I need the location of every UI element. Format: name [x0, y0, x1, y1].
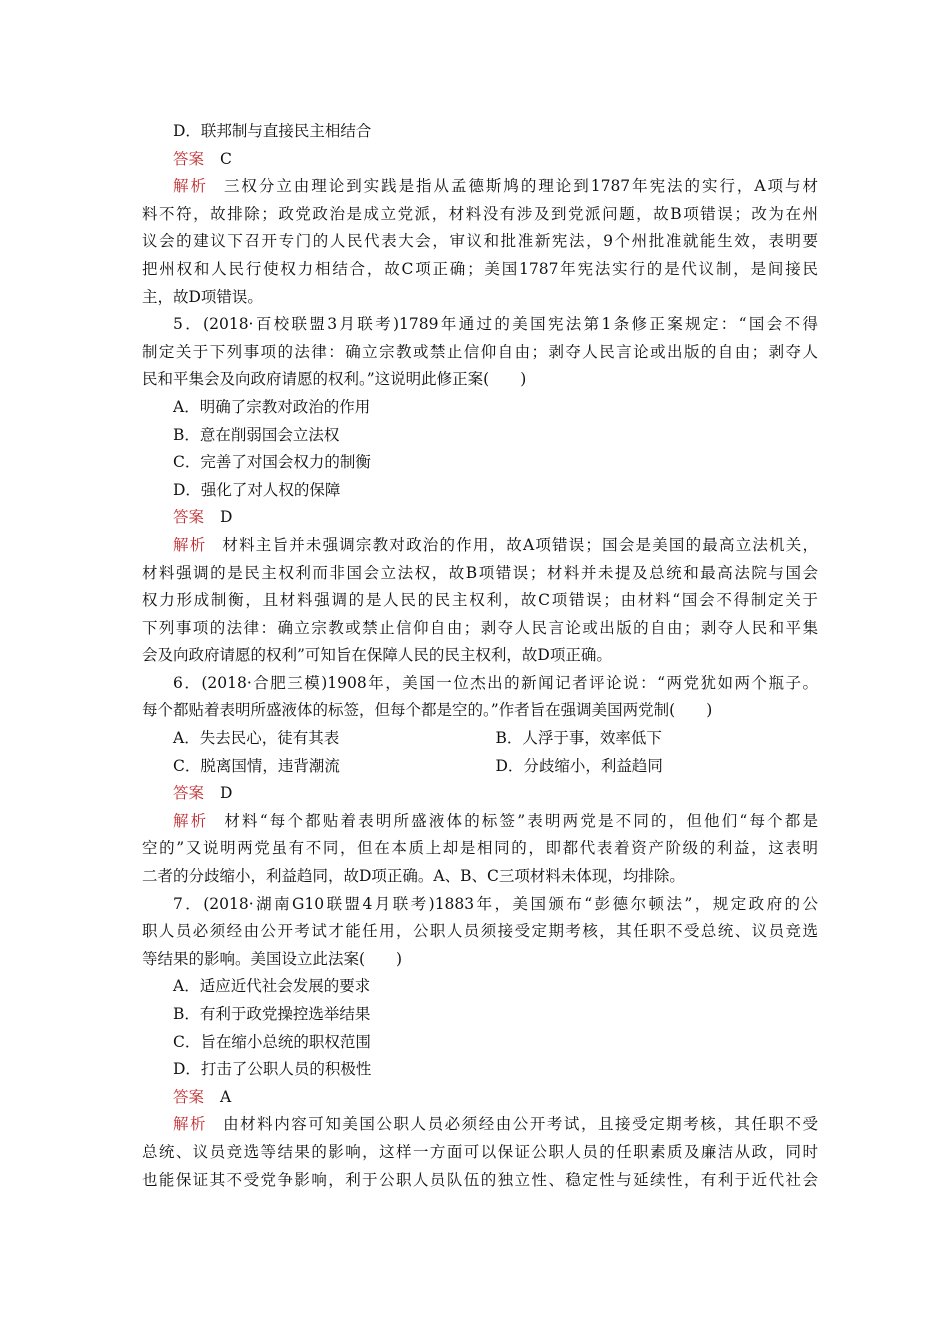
q6-option-c: C．脱离国情，违背潮流 [173, 756, 340, 775]
q5-answer [142, 504, 818, 532]
q4-analysis-line-3: 议会的建议下召开专门的人民代表大会，审议和批准新宪法，9个州批准就能生效，表明要 [142, 232, 818, 251]
q5-option-d: D．强化了对人权的保障 [173, 480, 341, 499]
q7-option-d: D．打击了公职人员的积极性 [173, 1060, 372, 1079]
q5-analysis-line-5: 会及向政府请愿的权利”可知旨在保障人民的民主权利，故D项正确。 [142, 646, 612, 665]
analysis-label: 解析 [173, 811, 209, 830]
q5-analysis-line-4: 下列事项的法律：确立宗教或禁止信仰自由；剥夺人民言论或出版的自由；剥夺人民和平集 [142, 618, 818, 637]
q6-analysis-line-1: 解析 材料“每个都贴着表明所盛液体的标签”表明两党是不同的，但他们“每个都是 [173, 811, 818, 830]
answer-value: D [220, 784, 233, 803]
q6-answer [142, 780, 818, 808]
q5-stem-line-1: 5．(2018·百校联盟3月联考)1789年通过的美国宪法第1条修正案规定：“国会不得 [173, 315, 818, 334]
answer-value: D [220, 508, 233, 527]
answer-label: 答案 [173, 1087, 205, 1106]
q6-stem-line-2: 每个都贴着表明所盛液体的标签，但每个都是空的。”作者旨在强调美国两党制( ) [142, 701, 713, 720]
q6-analysis-line-3: 二者的分歧缩小，利益趋同，故D项正确。A、B、C三项材料未体现，均排除。 [142, 867, 685, 886]
q5-analysis-line-1: 解析 材料主旨并未强调宗教对政治的作用，故A项错误；国会是美国的最高立法机关， [173, 535, 818, 554]
q5-stem-line-3: 民和平集会及向政府请愿的权利。”这说明此修正案( ) [142, 370, 527, 389]
analysis-label: 解析 [173, 177, 208, 196]
q7-option-c: C．旨在缩小总统的职权范围 [173, 1032, 371, 1051]
answer-value: C [220, 149, 232, 168]
q7-stem-line-2: 职人员必须经由公开考试才能任用，公职人员须接受定期考核，其任职不受总统、议员竞选 [142, 922, 818, 941]
q7-stem-line-1: 7．(2018·湖南G10联盟4月联考)1883年，美国颁布“彭德尔顿法”，规定政府的公 [173, 894, 818, 913]
q6-stem-line-1: 6．(2018·合肥三模)1908年，美国一位杰出的新闻记者评论说：“两党犹如两个瓶子。 [173, 673, 818, 692]
answer-value: A [220, 1087, 232, 1106]
q7-option-b: B．有利于政党操控选举结果 [173, 1005, 371, 1023]
q7-analysis-line-3: 也能保证其不受党争影响，利于公职人员队伍的独立性、稳定性与延续性，有利于近代社会 [142, 1170, 818, 1189]
answer-label: 答案 [173, 149, 205, 168]
q7-answer [142, 1084, 818, 1112]
q4-option-d: D．联邦制与直接民主相结合 [173, 122, 372, 140]
q7-stem-line-3: 等结果的影响。美国设立此法案( ) [142, 949, 403, 968]
q6-options-row-1 [142, 725, 818, 753]
q7-option-a: A．适应近代社会发展的要求 [173, 977, 371, 996]
q4-analysis-line-2: 料不符，故排除；政党政治是成立党派，材料没有涉及到党派问题，故B项错误；改为在州 [142, 204, 818, 223]
q6-option-d: D．分歧缩小，利益趋同 [495, 756, 663, 775]
q5-option-b: B．意在削弱国会立法权 [173, 425, 340, 444]
q6-option-b: B．人浮于事，效率低下 [495, 729, 662, 748]
q4-analysis-line-5: 主，故D项错误。 [142, 287, 263, 306]
q5-analysis-line-2: 材料强调的是民主权利而非国会立法权，故B项错误；材料并未提及总统和最高法院与国会 [142, 563, 818, 582]
q6-option-a: A．失去民心，徒有其表 [173, 729, 340, 748]
document-page [142, 118, 818, 1194]
analysis-label: 解析 [173, 535, 207, 554]
answer-label: 答案 [173, 784, 205, 803]
analysis-label: 解析 [173, 1115, 208, 1134]
q4-analysis-line-4: 把州权和人民行使权力相结合，故C项正确；美国1787年宪法实行的是代议制，是间接民 [142, 259, 818, 278]
q4-analysis-line-1: 解析 三权分立由理论到实践是指从孟德斯鸠的理论到1787年宪法的实行，A项与材 [173, 177, 818, 196]
q6-options-row-2 [142, 753, 818, 781]
q4-answer [142, 146, 818, 174]
q5-option-a: A．明确了宗教对政治的作用 [173, 397, 371, 416]
q5-stem-line-2: 制定关于下列事项的法律：确立宗教或禁止信仰自由；剥夺人民言论或出版的自由；剥夺人 [142, 342, 818, 361]
q7-analysis-line-2: 总统、议员竞选等结果的影响，这样一方面可以保证公职人员的任职素质及廉洁从政，同时 [142, 1142, 818, 1161]
answer-label: 答案 [173, 508, 205, 527]
q5-analysis-line-3: 权力形成制衡，且材料强调的是人民的民主权利，故C项错误；由材料“国会不得制定关于 [142, 591, 818, 610]
q6-analysis-line-2: 空的”又说明两党虽有不同，但在本质上却是相同的，即都代表着资产阶级的利益，这表明 [142, 839, 818, 858]
q5-option-c: C．完善了对国会权力的制衡 [173, 453, 371, 472]
q7-analysis-line-1: 解析 由材料内容可知美国公职人员必须经由公开考试，且接受定期考核，其任职不受 [173, 1115, 818, 1134]
